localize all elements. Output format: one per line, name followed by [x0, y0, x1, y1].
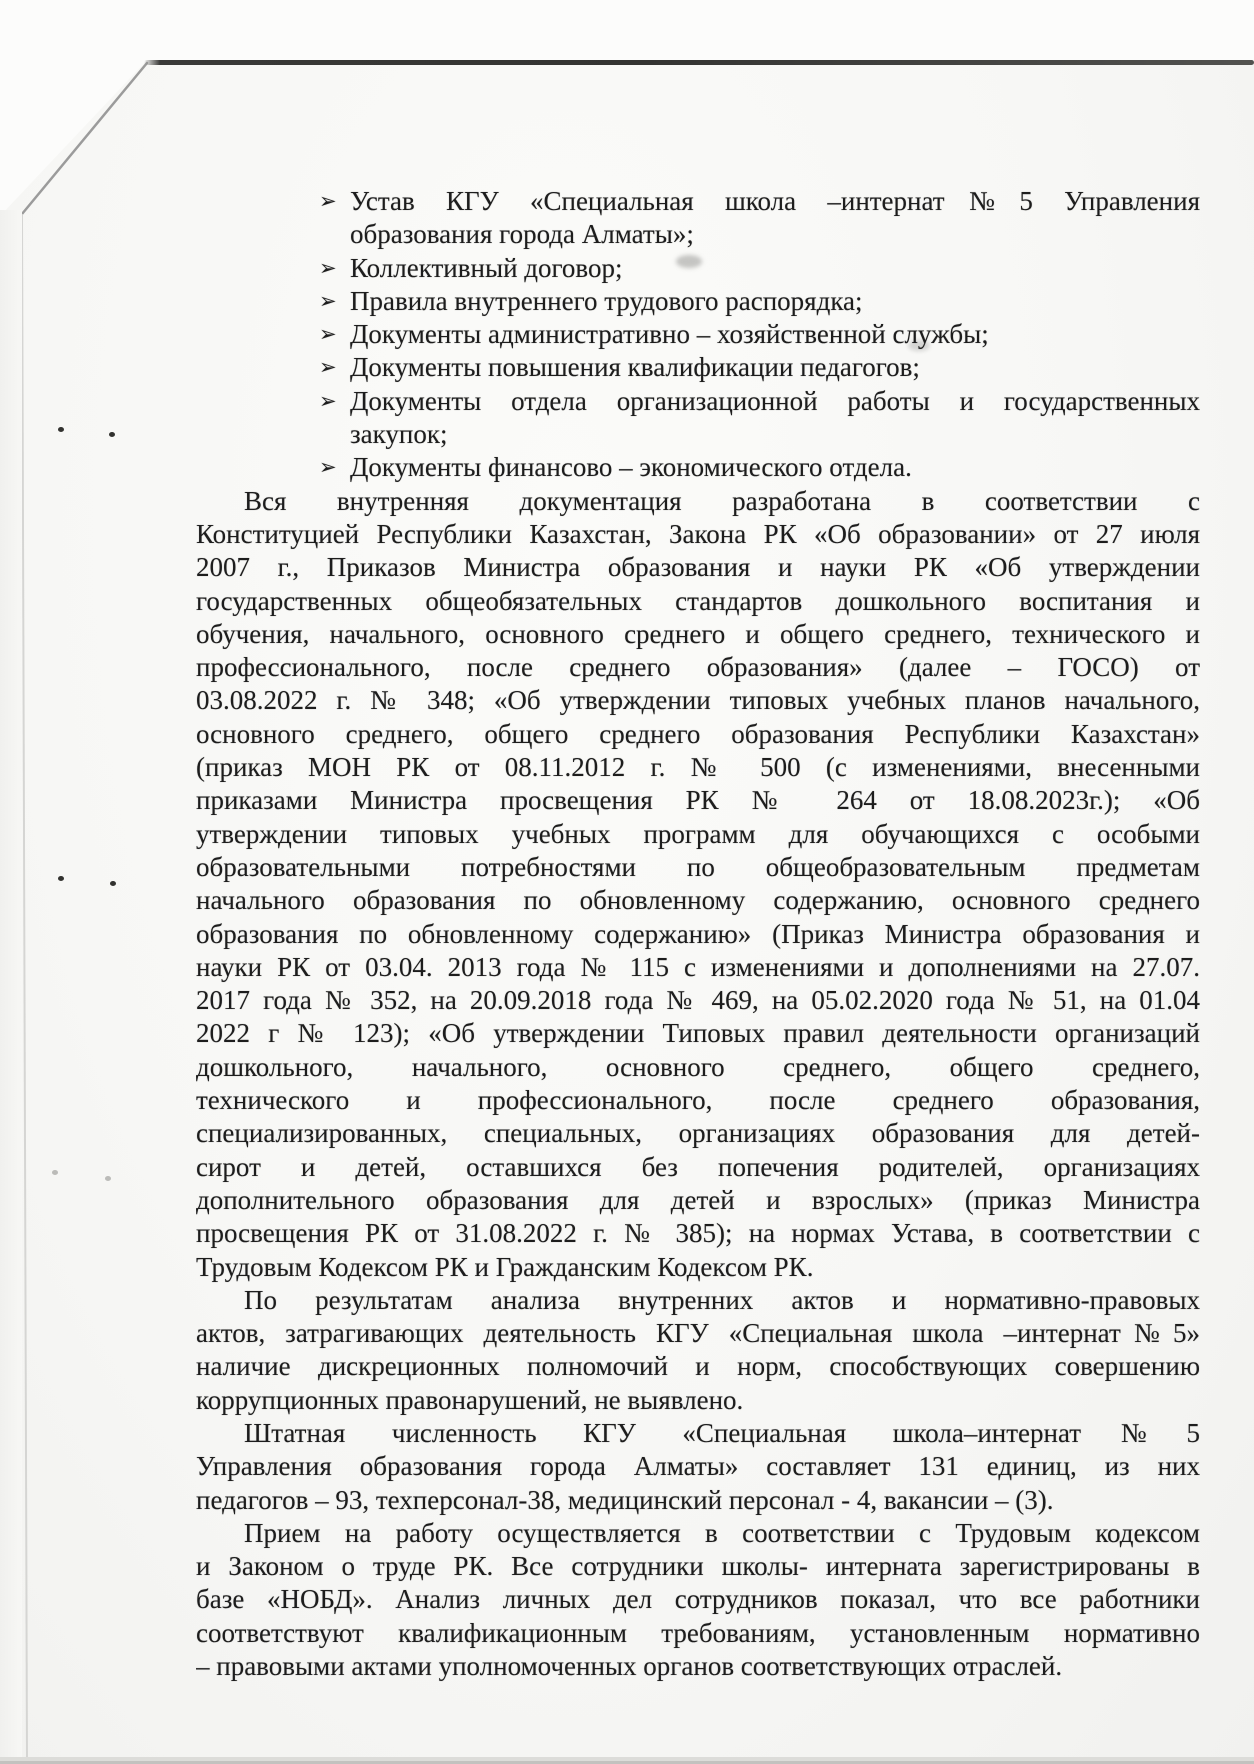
scan-dot-artifact: [52, 1170, 58, 1175]
text-line: педагогов – 93, техперсонал-38, медицинский персонал - 4, вакансии – (3).: [196, 1484, 1054, 1515]
list-item-line: [196, 451, 1200, 484]
text-line: Штатная численность КГУ «Специальная школа–интернат№5: [244, 1417, 1200, 1448]
text-line: образования города Алматы»;: [350, 219, 694, 250]
text-line: По результатам анализа внутренних актов и нормативно-правовых: [244, 1284, 1200, 1315]
text-line: Трудовым Кодексом РК и Гражданским Кодексом РК.: [196, 1251, 814, 1282]
list-bullet-icon: ➢: [319, 255, 337, 280]
list-bullet-icon: ➢: [319, 322, 337, 347]
text-line: дополнительного образования для детей и взрослых» (приказ Министра: [196, 1184, 1200, 1215]
text-line: Управления образования города Алматы» составляет 131 единиц, из них: [196, 1451, 1200, 1482]
list-item-text: Правила внутреннего трудового распорядка;: [350, 285, 863, 316]
text-line: Прием на работу осуществляется в соответствии с Трудовым кодексом: [244, 1517, 1200, 1548]
text-line: 2022 г № 123); «Об утверждении Типовых правил деятельности организаций: [196, 1018, 1200, 1049]
text-line: обучения, начального, основного среднего и общего среднего, технического и: [196, 618, 1200, 649]
text-line: коррупционных правонарушений, не выявлено.: [196, 1384, 744, 1415]
list-item-text: Коллективный договор;: [350, 252, 623, 283]
list-item-text: Документы административно – хозяйственной службы;: [350, 319, 989, 350]
text-line: наличие дискреционных полномочий и норм, способствующих совершению: [196, 1351, 1200, 1382]
text-line: и Законом о труде РК. Все сотрудники школы- интерната зарегистрированы в: [196, 1551, 1200, 1582]
text-line: науки РК от 03.04. 2013 года № 115 с изменениями и дополнениями на 27.07.: [196, 951, 1200, 982]
text-line: – правовыми актами уполномоченных органов соответствующих отраслей.: [196, 1651, 1063, 1682]
list-item-line: [196, 318, 1200, 351]
text-line: технического и профессионального, после среднего образования,: [196, 1085, 1200, 1116]
text-line: приказами Министра просвещения РК № 264 от 18.08.2023г.); «Об: [196, 785, 1200, 816]
text-line: 03.08.2022 г. № 348; «Об утверждении типовых учебных планов начального,: [196, 685, 1200, 716]
page-bottom-edge: [0, 1754, 1254, 1764]
list-bullet-icon: ➢: [319, 288, 337, 313]
text-line: начального образования по обновленному содержанию, основного среднего: [196, 885, 1200, 916]
list-item-text: Устав КГУ «Специальная школа –интернат№5 Управления: [350, 186, 1200, 216]
text-line: закупок;: [350, 419, 448, 450]
text-line: государственных общеобязательных стандартов дошкольного воспитания и: [196, 585, 1200, 616]
text-line: актов, затрагивающих деятельность КГУ «Специальная школа –интернат№5»: [196, 1318, 1200, 1349]
list-item-line: [196, 252, 1200, 285]
text-line: Вся внутренняя документация разработана в соответствии с: [244, 485, 1200, 516]
text-line: профессионального, после среднего образования» (далее – ГОСО) от: [196, 652, 1200, 683]
list-bullet-icon: ➢: [319, 189, 337, 213]
scan-dot-artifact: [58, 427, 64, 432]
list-item-text: Документы отдела организационной работы и государственных: [350, 385, 1200, 416]
text-line: базе «НОБД». Анализ личных дел сотрудников показал, что все работники: [196, 1584, 1200, 1615]
text-line: соответствуют квалификационным требованиям, установленным нормативно: [196, 1617, 1200, 1648]
scanner-left-strip: [0, 210, 22, 1764]
page-left-edge-line: [22, 214, 27, 1764]
scan-dot-artifact: [109, 432, 115, 437]
text-line: просвещения РК от 31.08.2022 г. № 385); на нормах Устава, в соответствии с: [196, 1218, 1200, 1249]
list-item-line: [196, 285, 1200, 318]
text-line: основного среднего, общего среднего образования Республики Казахстан»: [196, 718, 1200, 749]
list-item-line: [196, 351, 1200, 384]
list-item-text: Документы финансово – экономического отдела.: [350, 452, 912, 483]
text-line: 2017 года № 352, на 20.09.2018 года № 469, на 05.02.2020 года № 51, на 01.04: [196, 985, 1200, 1016]
text-line: образования по обновленному содержанию» (Приказ Министра образования и: [196, 918, 1200, 949]
text-line: утверждении типовых учебных программ для обучающихся с особыми: [196, 818, 1200, 849]
text-block: [196, 185, 1200, 1683]
text-line: 2007 г., Приказов Министра образования и науки РК «Об утверждении: [196, 552, 1200, 583]
list-bullet-icon: ➢: [319, 455, 337, 480]
scan-dot-artifact: [105, 1176, 111, 1181]
text-line: дошкольного, начального, основного среднего, общего среднего,: [196, 1051, 1200, 1082]
scan-dot-artifact: [58, 876, 64, 881]
text-line: (приказ МОН РК от 08.11.2012 г. № 500 (с изменениями, внесенными: [196, 752, 1200, 783]
text-line: сирот и детей, оставшихся без попечения родителей, организациях: [196, 1151, 1200, 1182]
scan-dot-artifact: [110, 881, 116, 886]
text-line: образовательными потребностями по общеобразовательным предметам: [196, 851, 1200, 882]
list-item-text: Документы повышения квалификации педагогов;: [350, 352, 920, 383]
page-corner-edge-line: [22, 63, 147, 214]
list-bullet-icon: ➢: [319, 388, 337, 413]
list-item-line: [196, 185, 1200, 218]
text-line: специализированных, специальных, организациях образования для детей-: [196, 1118, 1200, 1149]
text-line: Конституцией Республики Казахстан, Закона РК «Об образовании» от 27 июля: [196, 518, 1200, 549]
list-bullet-icon: ➢: [319, 355, 337, 380]
list-item-line: [196, 385, 1200, 418]
